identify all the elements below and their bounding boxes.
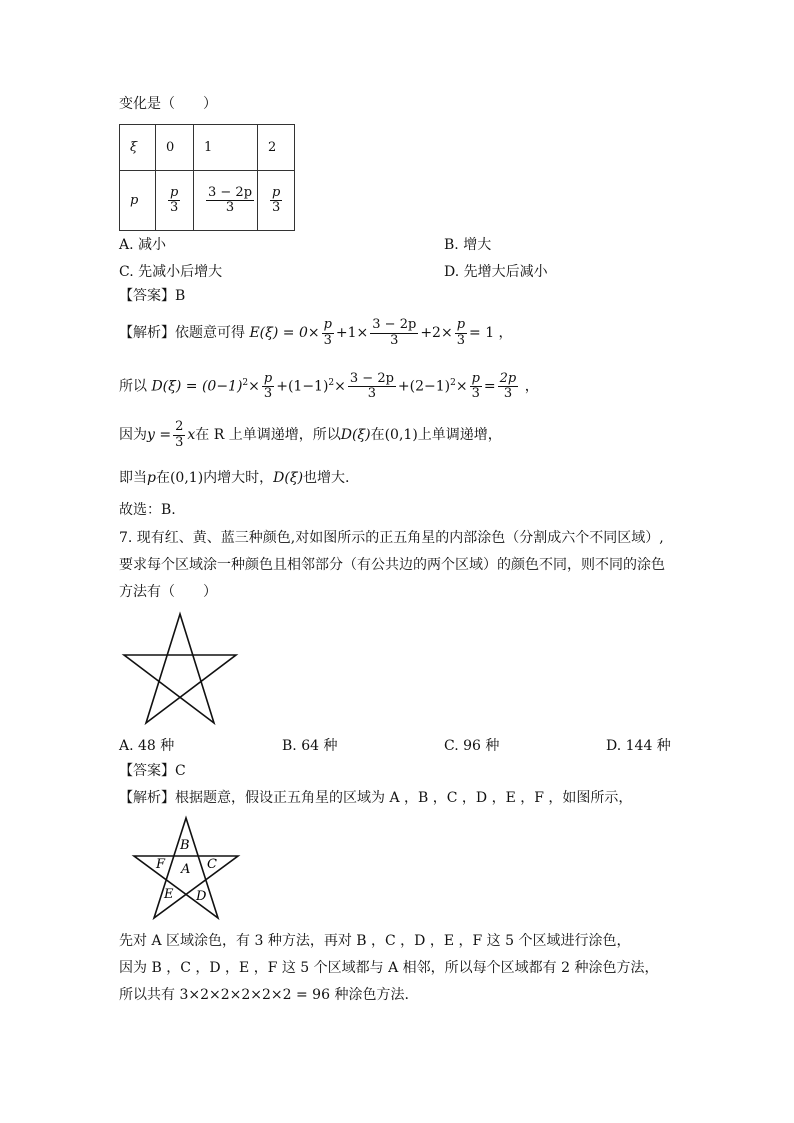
- q6-option-a: A. 减小: [119, 237, 167, 253]
- table-cell-p0: $\frac{p}{3}$: [156, 171, 194, 231]
- labeled-pentagram-figure: [130, 815, 242, 923]
- region-label-e: E: [164, 887, 174, 902]
- q6-analysis-line-4: 即当p在(0,1)内增大时，D(ξ)也增大.: [119, 470, 350, 486]
- region-label-a: A: [181, 862, 191, 877]
- q7-option-a: A. 48 种: [119, 738, 175, 754]
- table-header-xi: ξ: [120, 125, 156, 171]
- q7-stem-line-2: 要求每个区域涂一种颜色且相邻部分（有公共边的两个区域）的颜色不同，则不同的涂色: [119, 557, 665, 573]
- q7-analysis-line-3: 因为 B ，C ，D ，E ，F 这 5 个区域都与 A 相邻，所以每个区域都有 2 种涂色方法，: [119, 960, 659, 976]
- q6-option-d: D. 先增大后减小: [444, 264, 548, 280]
- q6-analysis-line-3: 因为y = $\frac{2}{3}$ x在 R 上单调递增，所以D(ξ)在(0,1)上单调递增，: [119, 419, 502, 450]
- q7-analysis-line-1: 【解析】根据题意，假设正五角星的区域为 A ，B ，C ，D ，E ，F ，如图所示，: [119, 790, 633, 806]
- region-label-c: C: [207, 857, 217, 872]
- q7-option-c: C. 96 种: [444, 738, 500, 754]
- q7-analysis-line-2: 先对 A 区域涂色，有 3 种方法，再对 B ，C ，D ，E ，F 这 5 个区域进行涂色，: [119, 933, 631, 949]
- table-cell-p2: $\frac{p}{3}$: [258, 171, 295, 231]
- q7-stem-line-1: 7. 现有红、黄、蓝三种颜色,对如图所示的正五角星的内部涂色（分割成六个不同区域）,: [119, 530, 664, 546]
- table-row-label-p: p: [120, 171, 156, 231]
- region-label-b: B: [180, 838, 190, 853]
- q7-analysis-line-4: 所以共有 3×2×2×2×2×2 = 96 种涂色方法.: [119, 987, 409, 1003]
- q7-answer: 【答案】C: [119, 763, 186, 779]
- q6-option-b: B. 增大: [444, 237, 492, 253]
- q6-conclusion: 故选：B.: [119, 502, 176, 518]
- table-header-2: 2: [258, 125, 295, 171]
- distribution-table: [119, 124, 295, 231]
- q6-answer: 【答案】B: [119, 288, 186, 304]
- table-header-1: 1: [194, 125, 258, 171]
- table-cell-p1: $\frac{3 - 2p}{3}$: [194, 171, 258, 231]
- pentagram-figure: [120, 610, 240, 730]
- table-header-0: 0: [156, 125, 194, 171]
- q7-option-d: D. 144 种: [606, 738, 671, 754]
- region-label-f: F: [156, 857, 166, 872]
- q6-analysis-line-2: 所以 $D(\xi) = (0-1)^2\times$ $\frac{p}{3}$ $+(1-1)^2\times$ $\frac{3 - 2p}{3}$ $+(2-1)^2\times$ $\frac{p}{3}$ = $\frac{2p}{3}$ ，: [119, 370, 539, 402]
- q6-option-c: C. 先减小后增大: [119, 264, 223, 280]
- q6-analysis-line-1: 【解析】依题意可得 E(ξ) = 0× $\frac{p}{3}$ +1× $\frac{3 - 2p}{3}$ +2× $\frac{p}{3}$ = 1 ，: [119, 317, 513, 348]
- q7-option-b: B. 64 种: [282, 738, 338, 754]
- q7-stem-line-3: 方法有（ ）: [119, 584, 217, 600]
- region-label-d: D: [196, 889, 207, 904]
- question-6-stem: 变化是（ ）: [119, 96, 217, 112]
